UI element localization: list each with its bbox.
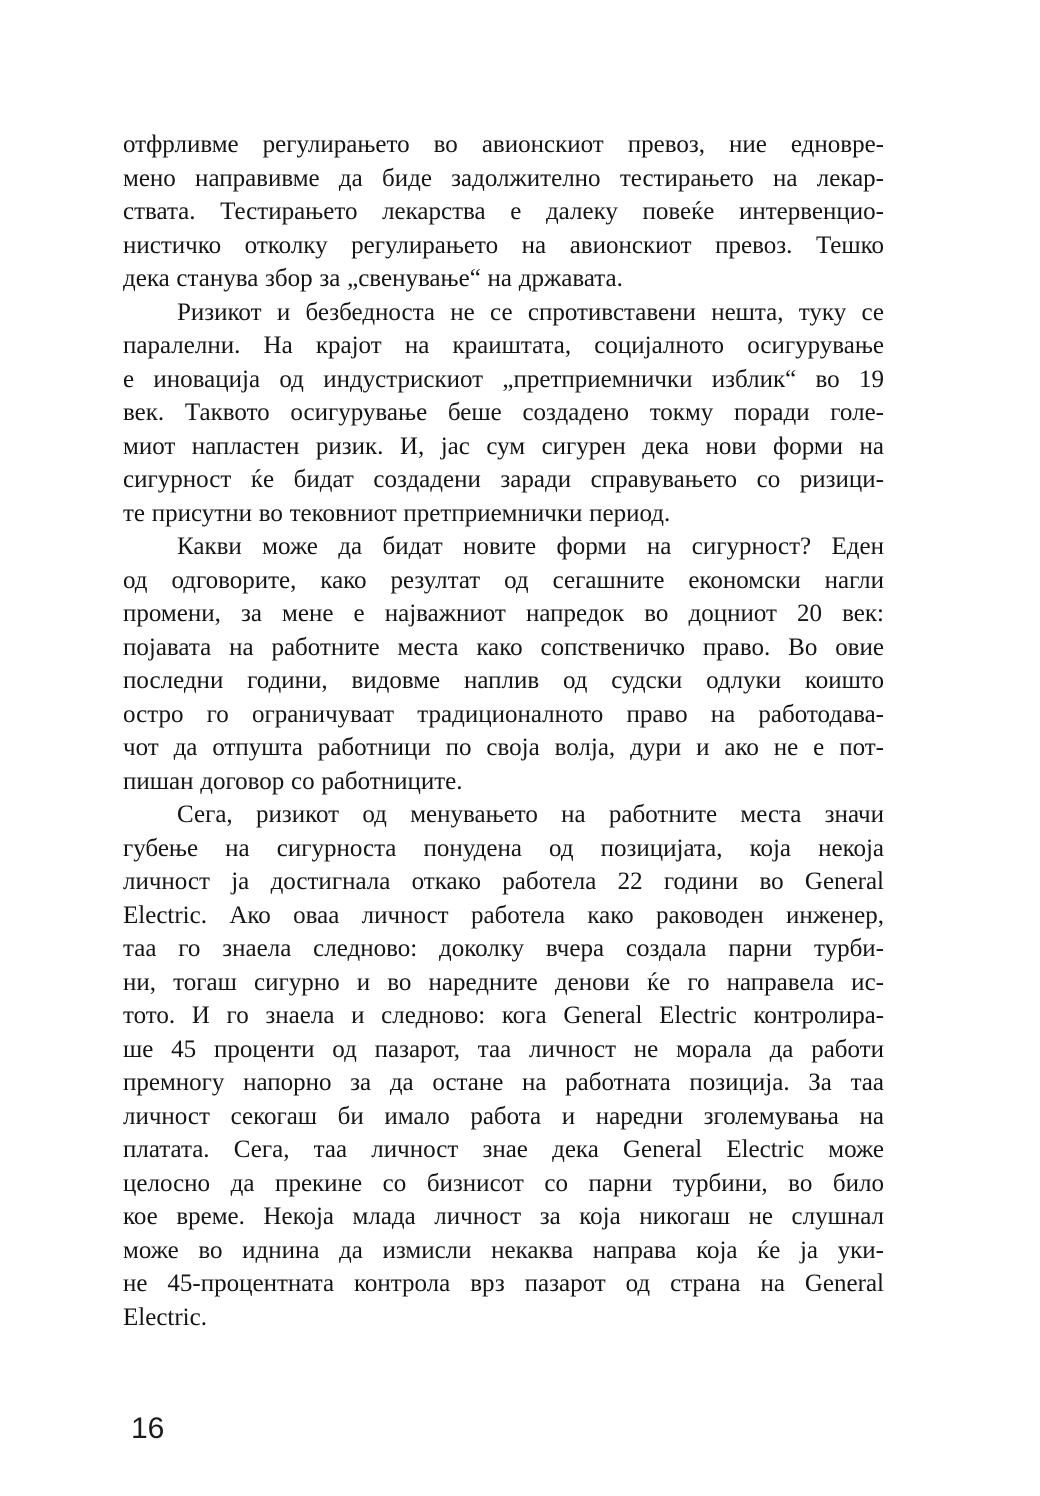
text-line: Сега, ризикот од менувањето на работните места значи [177,801,884,828]
text-line: дека станува збор за „свенување“ на државата. [123,265,623,292]
text-line: губење на сигурноста понудена од позицијата, која некоја [123,834,884,862]
paragraph [123,798,884,1334]
paragraph [123,128,884,296]
text-line: Какви може да бидат новите форми на сигурност? Еден [177,533,884,560]
text-line: ше 45 проценти од пазарот, таа личност не морала да работи [123,1035,884,1063]
text-line: отфрливме регулирањето во авионскиот превоз, ние едновре- [123,131,884,158]
text-line: тото. И го знаела и следново: кога General Electric контролира- [123,1002,884,1029]
text-line: те присутни во тековниот претприемнички период. [123,499,671,527]
text-line: Electric. [123,1303,207,1331]
text-line: миот напластен ризик. И, јас сум сигурен дека нови форми на [123,432,884,460]
text-line: целосно да прекине со бизнисот со парни турбини, во било [123,1169,884,1197]
text-line: појавата на работните места како сопственичко право. Во овие [123,633,884,661]
text-line: сигурност ќе бидат создадени заради справувањето со ризици- [123,466,884,493]
text-line: кое време. Некоја млада личност за која никогаш не слушнал [123,1203,884,1230]
text-line: личност секогаш би имало работа и наредни зголемувања на [123,1102,884,1130]
text-line: платата. Сега, таа личност знае дека General Electric може [123,1136,884,1163]
text-line: не 45-процентната контрола врз пазарот од страна на General [123,1270,884,1297]
paragraph [123,530,884,798]
text-line: пишан договор со работниците. [123,767,463,795]
text-line: е иновација од индустрискиот „претприемнички изблик“ во 19 [123,365,884,393]
text-line: ствата. Тестирањето лекарства е далеку повеќе интервенцио- [123,198,884,225]
text-line: ни, тогаш сигурно и во наредните денови ќе го направела ис- [123,968,884,996]
text-line: нистичко отколку регулирањето на авионскиот превоз. Тешко [123,231,884,259]
body-text [123,128,884,1334]
text-line: промени, за мене е најважниот напредок во доцниот 20 век: [123,600,884,627]
text-line: остро го ограничуваат традиционалното право на работодава- [123,700,884,728]
text-line: таа го знаела следново: доколку вчера создала парни турби- [123,935,884,962]
text-line: може во иднина да измисли некаква направа која ќе ја уки- [123,1236,884,1264]
text-line: личност ја достигнала откако работела 22 години во General [123,868,884,895]
text-line: последни години, видовме наплив од судски одлуки коишто [123,667,884,694]
page-number: 16 [131,1412,165,1445]
text-line: премногу напорно за да остане на работната позиција. За таа [123,1069,884,1096]
paragraph [123,296,884,531]
text-line: мено направивме да биде задолжително тестирањето на лекар- [123,164,884,192]
text-line: паралелни. На крајот на краиштата, социјалното осигурување [123,332,884,359]
text-line: Electric. Ако оваа личност работела како раководен инженер, [123,901,884,929]
text-line: од одговорите, како резултат од сегашните економски нагли [123,566,884,594]
text-line: Ризикот и безбедноста не се спротивставени нешта, туку се [177,298,884,326]
text-line: век. Таквото осигурување беше создадено токму поради голе- [123,399,884,426]
text-line: чот да отпушта работници по своја волја, дури и ако не е пот- [123,734,884,761]
